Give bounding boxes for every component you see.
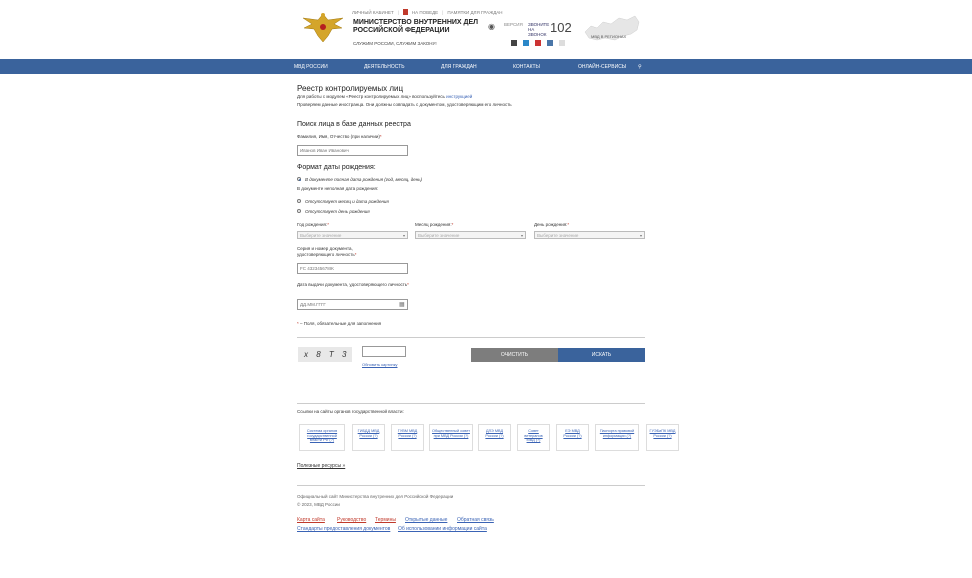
- footer-link-sitemap[interactable]: Карта сайта: [297, 517, 325, 523]
- birth-format-heading: Формат даты рождения:: [297, 164, 376, 171]
- site-header: [0, 0, 972, 59]
- top-links: ЛИЧНЫЙ КАБИНЕТ | НА ПОВЕДЕ | ПАМЯТКИ ДЛЯ ГРАЖДАН: [352, 9, 503, 15]
- day-label: День рождения:*: [534, 222, 570, 227]
- org-link[interactable]: Общественный совет при МВД России (?): [429, 424, 473, 451]
- org-link[interactable]: ГУЭБиПК МВД России (?): [646, 424, 679, 451]
- day-select[interactable]: Выберите значение ▾: [534, 231, 645, 239]
- top-link-3[interactable]: ПАМЯТКИ ДЛЯ ГРАЖДАН: [447, 9, 503, 15]
- divider: [297, 403, 645, 404]
- nav-item-contacts[interactable]: КОНТАКТЫ: [513, 64, 540, 70]
- org-link[interactable]: Совет ветеранов МВД (?): [517, 424, 550, 451]
- org-link[interactable]: Паспорта правовой информации (?): [595, 424, 639, 451]
- month-select[interactable]: Выберите значение ▾: [415, 231, 526, 239]
- phone-102[interactable]: 102: [550, 20, 572, 35]
- nav-item-citizens[interactable]: ДЛЯ ГРАЖДАН: [441, 64, 477, 70]
- refresh-captcha-link[interactable]: Обновить картинку: [362, 362, 398, 367]
- search-heading: Поиск лица в базе данных реестра: [297, 121, 411, 128]
- main-nav: [0, 59, 972, 74]
- useful-resources-link[interactable]: Полезные ресурсы »: [297, 463, 346, 469]
- youtube-icon[interactable]: [535, 40, 541, 46]
- nav-item-activity[interactable]: ДЕЯТЕЛЬНОСТЬ: [364, 64, 405, 70]
- radio-full-date[interactable]: [297, 177, 301, 181]
- captcha-input[interactable]: [362, 346, 406, 357]
- partial-label: В документе неполная дата рождения:: [297, 186, 379, 191]
- org-link[interactable]: ГУВМ МВД России (?): [391, 424, 424, 451]
- instruction-link[interactable]: инструкцией: [446, 94, 473, 99]
- radio-no-month-day[interactable]: [297, 199, 301, 203]
- org-link[interactable]: ЕЭ МВД России (?): [556, 424, 589, 451]
- clear-button[interactable]: ОЧИСТИТЬ: [471, 348, 558, 362]
- eye-icon[interactable]: ◉: [488, 22, 495, 31]
- search-icon[interactable]: ⚲: [638, 64, 642, 70]
- social-links: [511, 40, 565, 46]
- nav-item-online[interactable]: ОНЛАЙН-СЕРВИСЫ: [578, 64, 627, 70]
- nav-item-mvd[interactable]: МВД РОССИИ: [294, 64, 328, 70]
- org-link[interactable]: ГИБДД МВД России (?): [352, 424, 385, 451]
- footer-link-info-usage[interactable]: Об использовании информации сайта: [398, 526, 487, 532]
- name-label: Фамилия, Имя, Отчество (при наличии)*: [297, 134, 382, 139]
- captcha-image: x 8 T 3: [298, 347, 352, 362]
- name-input[interactable]: [297, 145, 408, 156]
- footer-copy-2: © 2023, МВД России: [297, 502, 340, 507]
- chevron-down-icon: ▾: [639, 233, 642, 238]
- page-title: Реестр контролируемых лиц: [297, 84, 404, 93]
- footer-link-guide[interactable]: Руководство: [337, 517, 367, 523]
- chevron-down-icon: ▾: [520, 233, 523, 238]
- month-label: Месяц рождения:*: [415, 222, 454, 227]
- ministry-name[interactable]: МИНИСТЕРСТВО ВНУТРЕННИХ ДЕЛ РОССИЙСКОЙ ФЕДЕРАЦИИ: [353, 19, 479, 34]
- version-link[interactable]: ВЕРСИЯ: [504, 22, 523, 27]
- doc-date-label: Дата выдачи документа, удостоверяющего личность*: [297, 282, 409, 287]
- map-label[interactable]: МВД В РЕГИОНАХ: [591, 34, 627, 39]
- org-link[interactable]: ДЛЭ МВД России (?): [478, 424, 511, 451]
- radio-no-day[interactable]: [297, 209, 301, 213]
- telegram-icon[interactable]: [523, 40, 529, 46]
- social-icon[interactable]: [511, 40, 517, 46]
- ok-icon[interactable]: [559, 40, 565, 46]
- footer-link-terms[interactable]: Термины: [375, 517, 396, 523]
- intro-note: Проверяем данные иностранца. Они должны совпадать с документом, удостоверяющим его личность: [297, 102, 512, 107]
- option-full-date: В документе полная дата рождения (год, месяц, день): [305, 177, 423, 182]
- top-link-2[interactable]: НА ПОВЕДЕ: [411, 9, 439, 15]
- footer-link-open-data[interactable]: Открытые данные: [405, 517, 448, 523]
- option-no-day: Отсутствует день рождения: [305, 209, 370, 214]
- divider: [297, 485, 645, 486]
- eagle-emblem-icon[interactable]: [298, 10, 348, 46]
- alert-icon: [403, 9, 408, 15]
- chevron-down-icon: ▾: [402, 233, 405, 238]
- org-link[interactable]: Система органов государственной власти РФ (?): [299, 424, 345, 451]
- required-note: * – Поля, обязательные для заполнения: [297, 321, 382, 326]
- vk-icon[interactable]: [547, 40, 553, 46]
- russia-map-icon[interactable]: [583, 12, 641, 46]
- orgs-heading: Ссылки на сайты органов государственной власти:: [297, 409, 404, 414]
- intro-line: Для работы с модулем «Реестр контролируемых лиц» воспользуйтесь инструкцией: [297, 94, 473, 99]
- divider: [297, 337, 645, 338]
- option-no-month-day: Отсутствует месяц и дата рождения: [305, 199, 389, 204]
- call-text: ЗВОНИТЕ НА ЗВОНОК: [528, 22, 550, 37]
- search-button[interactable]: ИСКАТЬ: [558, 348, 645, 362]
- doc-number-input[interactable]: [297, 263, 408, 274]
- doc-number-label: Серия и номер документа, удостоверяющего личность*: [297, 246, 357, 257]
- doc-date-input[interactable]: [297, 299, 408, 310]
- year-select[interactable]: Выберите значение ▾: [297, 231, 408, 239]
- footer-copy-1: Официальный сайт Министерства внутренних дел Российской Федерации: [297, 494, 454, 499]
- calendar-icon[interactable]: ▦: [399, 302, 405, 308]
- year-label: Год рождения:*: [297, 222, 329, 227]
- footer-link-feedback[interactable]: Обратная связь: [457, 517, 494, 523]
- top-link-cabinet[interactable]: ЛИЧНЫЙ КАБИНЕТ: [352, 9, 394, 15]
- footer-link-standards[interactable]: Стандарты предоставления документов: [297, 526, 391, 532]
- slogan: СЛУЖИМ РОССИИ, СЛУЖИМ ЗАКОНУ!: [353, 41, 437, 46]
